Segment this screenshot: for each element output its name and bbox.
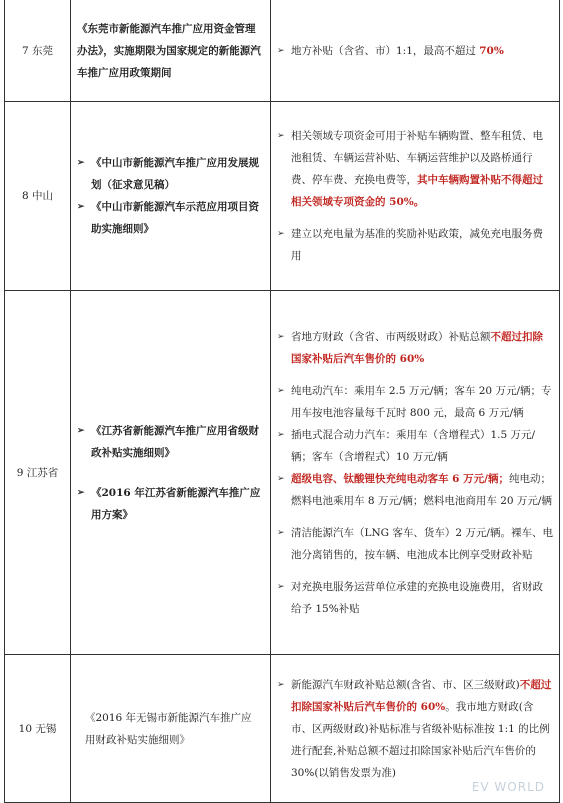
subsidy-text: 清洁能源汽车（LNG 客车、货车）2 万元/辆。裸车、电池分离销售的，按车辆、电池成本比例享受财政补贴 <box>291 526 553 561</box>
subsidy-text: 建立以充电量为基准的奖励补贴政策，减免充电服务费用 <box>291 228 543 262</box>
subsidy-cell <box>271 102 560 291</box>
subsidy-text: 。我市地方财政(含市、区两级财政)补贴标准与省级补贴标准按 1:1 的比例进行配套,补贴总额不超过扣除国家补贴后汽车售价的 30%(以销售发票为准) <box>291 700 550 779</box>
city-cell: 9 江苏省 <box>5 291 71 655</box>
subsidy-text: 新能源汽车财政补贴总额(含省、市、区三级财政) <box>291 678 520 691</box>
arrow-bullet-icon: ➢ <box>77 425 85 436</box>
policy-docs-cell <box>71 291 271 655</box>
table-row <box>5 102 560 291</box>
watermark-logo: EV WORLD <box>471 780 545 794</box>
arrow-bullet-icon: ➢ <box>77 202 85 212</box>
arrow-bullet-icon: ➢ <box>277 45 285 56</box>
subsidy-text: 省地方财政（含省、市两级财政）补贴总额 <box>291 330 491 343</box>
city-cell: 10 无锡 <box>5 655 71 803</box>
arrow-bullet-icon: ➢ <box>277 429 285 440</box>
policy-docs-cell <box>71 102 271 291</box>
subsidy-cell <box>271 291 560 655</box>
list-item <box>277 674 553 784</box>
arrow-bullet-icon: ➢ <box>277 229 285 239</box>
city-cell: 7 东莞 <box>5 0 71 102</box>
list-item <box>277 576 553 620</box>
list-item <box>77 196 262 240</box>
policy-doc-text: 《2016 年无锡市新能源汽车推广应用财政补贴实施细则》 <box>85 711 252 746</box>
arrow-bullet-icon: ➢ <box>277 131 285 141</box>
list-item <box>277 424 553 468</box>
list-item <box>277 40 553 62</box>
subsidy-policy-table <box>4 0 560 803</box>
policy-doc-text: 《中山市新能源汽车示范应用项目资助实施细则》 <box>91 201 259 235</box>
subsidy-text: 对充换电服务运营单位承建的充换电设施费用，省财政给予 15%补贴 <box>291 580 543 615</box>
table-row <box>5 0 560 102</box>
arrow-bullet-icon: ➢ <box>77 158 85 168</box>
list-item <box>277 223 553 267</box>
policy-docs-cell <box>71 0 271 102</box>
policy-doc-text: 《东莞市新能源汽车推广应用资金管理办法》，实施期限为国家规定的新能源汽车推广应用政策期间 <box>77 22 261 79</box>
subsidy-cell <box>271 0 560 102</box>
subsidy-highlight: 不超过扣除国家补贴后汽车售价的 60% <box>291 330 543 365</box>
list-item <box>77 482 262 526</box>
policy-doc-text: 《2016 年江苏省新能源汽车推广应用方案》 <box>91 486 261 521</box>
list-item <box>277 326 553 370</box>
subsidy-highlight: 不超过扣除国家补贴后汽车售价的 60% <box>291 678 552 713</box>
list-item <box>277 468 553 512</box>
list-item <box>277 125 553 213</box>
arrow-bullet-icon: ➢ <box>277 385 285 396</box>
arrow-bullet-icon: ➢ <box>277 581 285 592</box>
policy-docs-cell <box>71 655 271 803</box>
policy-doc-text: 《江苏省新能源汽车推广应用省级财政补贴实施细则》 <box>91 424 259 459</box>
subsidy-text: 纯电动汽车：乘用车 2.5 万元/辆；客车 20 万元/辆；专用车按电池容量每千瓦时 800 元，最高 6 万元/辆 <box>291 384 552 419</box>
list-item <box>277 380 553 424</box>
list-item <box>277 522 553 566</box>
subsidy-text: 插电式混合动力汽车：乘用车（含增程式）1.5 万元/辆；客车（含增程式）10 万元/辆 <box>291 428 536 463</box>
arrow-bullet-icon: ➢ <box>277 473 285 484</box>
table-row <box>5 291 560 655</box>
arrow-bullet-icon: ➢ <box>277 331 285 342</box>
list-item <box>77 420 262 464</box>
subsidy-text: 纯电动；燃料电池乘用车 8 万元/辆；燃料电池商用车 20 万元/辆 <box>291 472 552 507</box>
policy-doc-text: 《中山市新能源汽车推广应用发展规划（征求意见稿） <box>91 157 259 191</box>
arrow-bullet-icon: ➢ <box>277 679 285 690</box>
subsidy-highlight: 超级电容、钛酸锂快充纯电动客车 6 万元/辆； <box>291 472 509 485</box>
list-item <box>77 152 262 196</box>
subsidy-highlight: 70% <box>479 44 504 57</box>
subsidy-text: 地方补贴（含省、市）1:1，最高不超过 <box>291 44 480 57</box>
subsidy-text: 相关领域专项资金可用于补贴车辆购置、整车租赁、电池租赁、车辆运营补贴、车辆运营维护以及路桥通行费、停车费、充换电费等， <box>291 130 543 186</box>
arrow-bullet-icon: ➢ <box>77 487 85 498</box>
city-cell: 8 中山 <box>5 102 71 291</box>
subsidy-highlight: 其中车辆购置补贴不得超过相关领域专项资金的 50%。 <box>291 174 543 208</box>
arrow-bullet-icon: ➢ <box>277 527 285 538</box>
